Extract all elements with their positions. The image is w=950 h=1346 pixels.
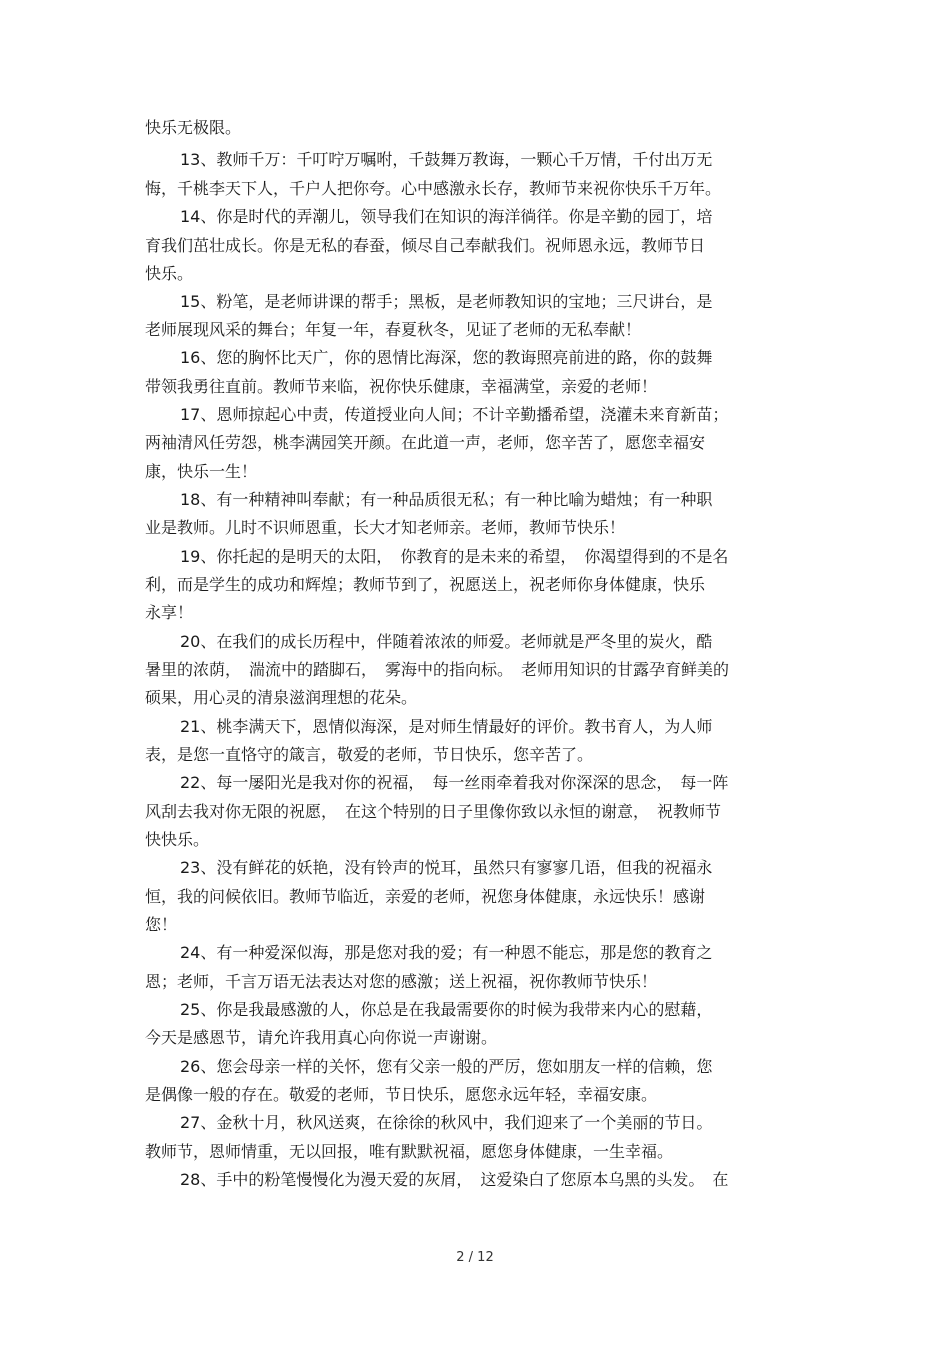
paragraph-first-line: 15、粉笔，是老师讲课的帮手；黑板，是老师教知识的宝地；三尺讲台，是	[180, 292, 713, 311]
paragraph-line: 康，快乐一生！	[145, 462, 258, 481]
page-number: 2 / 12	[456, 1250, 494, 1265]
paragraph-first-line: 25、你是我最感激的人，你总是在我最需要你的时候为我带来内心的慰藉，	[180, 1000, 713, 1019]
paragraph-first-line: 21、桃李满天下，恩情似海深，是对师生情最好的评价。教书育人，为人师	[180, 717, 713, 736]
paragraph-line: 利，而是学生的成功和辉煌；教师节到了，祝愿送上，祝老师你身体健康，快乐	[145, 575, 706, 594]
paragraph-first-line: 24、有一种爱深似海，那是您对我的爱；有一种恩不能忘，那是您的教育之	[180, 943, 713, 962]
paragraph-first-line: 13、教师千万：千叮咛万嘱咐，千鼓舞万教诲，一颗心千万情，千付出万无	[180, 150, 713, 169]
paragraph-first-line: 14、你是时代的弄潮儿，领导我们在知识的海洋徜徉。你是辛勤的园丁，培	[180, 207, 713, 226]
paragraph-line: 今天是感恩节，请允许我用真心向你说一声谢谢。	[145, 1028, 498, 1047]
paragraph-line: 是偶像一般的存在。敬爱的老师，节日快乐，愿您永远年轻，幸福安康。	[145, 1085, 658, 1104]
paragraph-line: 恒，我的问候依旧。教师节临近，亲爱的老师，祝您身体健康，永远快乐！感谢	[145, 887, 706, 906]
paragraph-first-line: 22、每一屡阳光是我对你的祝福， 每一丝雨牵着我对你深深的思念， 每一阵	[180, 773, 729, 792]
paragraph-first-line: 16、您的胸怀比天广，你的恩情比海深，您的教诲照亮前进的路，你的鼓舞	[180, 348, 713, 367]
paragraph-first-line: 17、恩师掠起心中责，传道授业向人间；不计辛勤播希望，浇灌未来育新苗；	[180, 405, 729, 424]
paragraph-first-line: 23、没有鲜花的妖艳，没有铃声的悦耳，虽然只有寥寥几语，但我的祝福永	[180, 858, 713, 877]
paragraph-line: 悔，千桃李天下人，千户人把你夸。心中感激永长存，教师节来祝你快乐千万年。	[145, 179, 722, 198]
paragraph-line: 表，是您一直恪守的箴言，敬爱的老师，节日快乐，您辛苦了。	[145, 745, 594, 764]
paragraph-line: 暑里的浓荫， 湍流中的踏脚石， 雾海中的指向标。 老师用知识的甘露孕育鲜美的	[145, 660, 730, 679]
paragraph-line: 风刮去我对你无限的祝愿， 在这个特别的日子里像你致以永恒的谢意， 祝教师节	[145, 802, 722, 821]
paragraph-line: 两袖清风任劳怨，桃李满园笑开颜。在此道一声，老师，您辛苦了，愿您幸福安	[145, 433, 706, 452]
paragraph-line: 业是教师。儿时不识师恩重，长大才知老师亲。老师，教师节快乐！	[145, 518, 626, 537]
paragraph-first-line: 27、金秋十月，秋风送爽，在徐徐的秋风中，我们迎来了一个美丽的节日。	[180, 1113, 713, 1132]
paragraph-line: 快乐无极限。	[145, 118, 242, 137]
paragraph-first-line: 18、有一种精神叫奉献；有一种品质很无私；有一种比喻为蜡烛；有一种职	[180, 490, 713, 509]
paragraph-line: 永享！	[145, 603, 194, 622]
paragraph-first-line: 20、在我们的成长历程中，伴随着浓浓的师爱。老师就是严冬里的炭火，酷	[180, 632, 713, 651]
paragraph-line: 您！	[145, 915, 178, 934]
paragraph-first-line: 26、您会母亲一样的关怀，您有父亲一般的严厉，您如朋友一样的信赖，您	[180, 1057, 713, 1076]
paragraph-line: 快乐。	[145, 264, 194, 283]
paragraph-line: 恩；老师，千言万语无法表达对您的感激；送上祝福，祝你教师节快乐！	[145, 972, 658, 991]
paragraph-line: 教师节，恩师情重，无以回报，唯有默默祝福，愿您身体健康，一生幸福。	[145, 1142, 674, 1161]
paragraph-line: 带领我勇往直前。教师节来临，祝你快乐健康，幸福满堂，亲爱的老师！	[145, 377, 658, 396]
paragraph-line: 硕果，用心灵的清泉滋润理想的花朵。	[145, 688, 418, 707]
paragraph-first-line: 19、你托起的是明天的太阳， 你教育的是未来的希望， 你渴望得到的不是名	[180, 547, 729, 566]
paragraph-line: 育我们茁壮成长。你是无私的春蚕，倾尽自己奉献我们。祝师恩永远，教师节日	[145, 236, 706, 255]
paragraph-line: 快快乐。	[145, 830, 210, 849]
paragraph-first-line: 28、手中的粉笔慢慢化为漫天爱的灰屑， 这爱染白了您原本乌黑的头发。 在	[180, 1170, 729, 1189]
paragraph-line: 老师展现风采的舞台；年复一年，春夏秋冬，见证了老师的无私奉献！	[145, 320, 642, 339]
